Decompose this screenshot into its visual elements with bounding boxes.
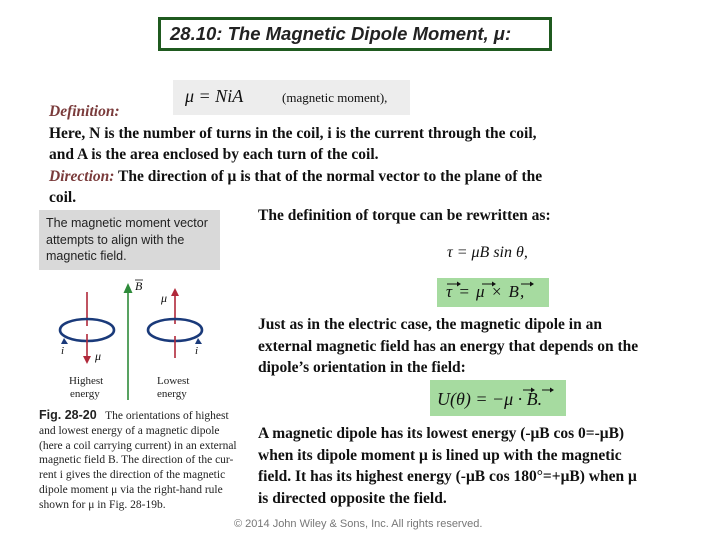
page-title: 28.10: The Magnetic Dipole Moment, μ: — [158, 17, 552, 51]
definition-line-2: and A is the area enclosed by each turn of the coil. — [49, 146, 379, 163]
note-line-3: magnetic field. — [46, 249, 127, 263]
highest-label-2: energy — [70, 388, 100, 400]
lowest-line-1: A magnetic dipole has its lowest energy (-μB cos 0=-μB) — [258, 425, 625, 442]
torque-scalar-equation: τ = μB sin θ, — [447, 244, 528, 261]
energy-equation-text: U(θ) = −μ · B. — [437, 389, 543, 409]
i-label-right: i — [195, 345, 199, 357]
lowest-energy-paragraph — [258, 423, 637, 509]
direction-text: The direction of μ is that of the normal vector to the plane of the — [118, 167, 543, 185]
mu-label-right: μ — [161, 291, 168, 305]
dipole-figure — [39, 272, 253, 406]
lowest-line-2: when its dipole moment μ is lined up with the magnetic — [258, 446, 622, 464]
caption-line-7: shown for μ in Fig. 28-19b. — [39, 498, 166, 511]
energy-line-2: external magnetic field has an energy that depends on the — [258, 337, 639, 355]
b-label: B — [135, 279, 143, 293]
direction-line-2: coil. — [49, 189, 77, 206]
caption-line-3: (here a coil carrying current) in an external — [39, 439, 237, 452]
lowest-line-3: field. It has its highest energy (-μB cos 180°=+μB) when μ — [258, 468, 637, 485]
mu-label-left: μ — [95, 349, 102, 363]
lowest-label-1: Lowest — [157, 375, 190, 387]
energy-paragraph — [258, 314, 638, 379]
lowest-line-4: is directed opposite the field. — [258, 489, 447, 507]
highest-label-1: Highest — [69, 375, 104, 387]
copyright-notice: © 2014 John Wiley & Sons, Inc. All rights reserved. — [234, 518, 483, 530]
torque-vector-text: τ = μ × B, — [446, 282, 526, 301]
caption-line-6: dipole moment μ via the right-hand rule — [39, 483, 223, 496]
definition-label: Definition: — [49, 103, 120, 120]
caption-line-1: The orientations of highest — [105, 410, 229, 422]
note-line-2: attempts to align with the — [46, 232, 185, 247]
i-label-left: i — [61, 345, 65, 357]
lowest-energy-coil — [148, 288, 202, 358]
caption-line-2: and lowest energy of a magnetic dipole — [39, 424, 220, 437]
formula-note: (magnetic moment), — [282, 90, 388, 105]
figure-caption — [39, 408, 253, 513]
caption-line-4: magnetic field B. The direction of the cur- — [39, 454, 234, 467]
torque-heading: The definition of torque can be rewritten as: — [258, 207, 551, 224]
energy-equation — [430, 380, 566, 416]
direction-label: Direction: — [49, 167, 115, 185]
b-field-arrow — [124, 283, 133, 400]
note-box — [39, 210, 220, 270]
note-line-1: The magnetic moment vector — [46, 216, 208, 230]
caption-line-0 — [39, 408, 253, 424]
torque-vector-equation — [437, 278, 549, 307]
direction-line-1 — [49, 166, 542, 188]
energy-line-3: dipole’s orientation in the field: — [258, 359, 466, 376]
formula-equation: μ = NiA — [185, 86, 244, 106]
highest-energy-coil — [60, 292, 114, 364]
caption-line-5: rent i gives the direction of the magnetic — [39, 469, 226, 482]
lowest-label-2: energy — [157, 388, 187, 400]
definition-line-1: Here, N is the number of turns in the coil, i is the current through the coil, — [49, 124, 537, 142]
caption-tag: Fig. 28-20 — [39, 408, 97, 422]
energy-line-1: Just as in the electric case, the magnetic dipole in an — [258, 316, 602, 333]
definition-block — [49, 101, 542, 209]
